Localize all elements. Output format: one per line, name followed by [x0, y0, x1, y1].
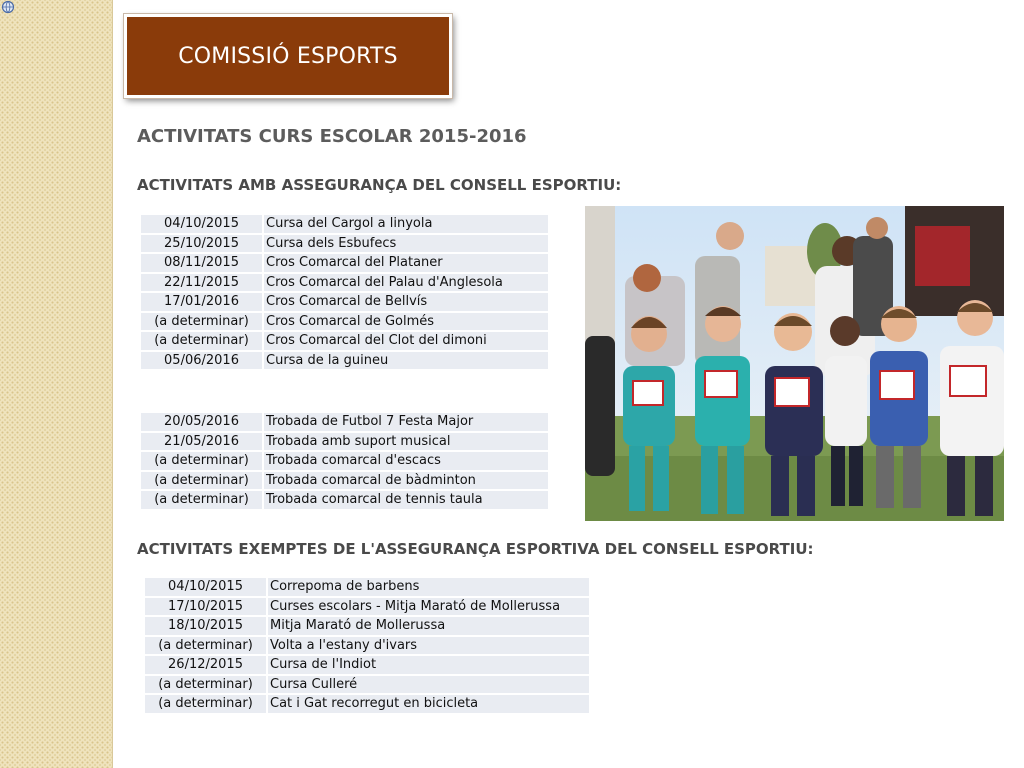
exempt-activities-table	[143, 576, 591, 715]
exempt-activities-heading: ACTIVITATS EXEMPTES DE L'ASSEGURANÇA ESPORTIVA DEL CONSELL ESPORTIU:	[137, 540, 814, 558]
title-banner	[124, 14, 452, 98]
table-row	[141, 215, 548, 233]
activity-date: 21/05/2016	[141, 433, 262, 451]
activity-name: Trobada comarcal de bàdminton	[264, 472, 548, 490]
table-row	[141, 413, 548, 431]
activity-date: 08/11/2015	[141, 254, 262, 272]
activity-name: Trobada amb suport musical	[264, 433, 548, 451]
table-row	[145, 656, 589, 674]
activity-date: 04/10/2015	[145, 578, 266, 596]
activity-date: 25/10/2015	[141, 235, 262, 253]
activity-date: 22/11/2015	[141, 274, 262, 292]
activity-date: (a determinar)	[145, 695, 266, 713]
activity-date: (a determinar)	[141, 332, 262, 350]
activity-date: (a determinar)	[141, 452, 262, 470]
activity-date: 17/01/2016	[141, 293, 262, 311]
activity-date: 17/10/2015	[145, 598, 266, 616]
activity-name: Trobada de Futbol 7 Festa Major	[264, 413, 548, 431]
activity-name: Cursa dels Esbufecs	[264, 235, 548, 253]
table-row	[141, 332, 548, 350]
activity-name: Volta a l'estany d'ivars	[268, 637, 589, 655]
activity-date: 18/10/2015	[145, 617, 266, 635]
activity-name: Cros Comarcal del Palau d'Anglesola	[264, 274, 548, 292]
activity-date: 26/12/2015	[145, 656, 266, 674]
activity-name: Cursa de la guineu	[264, 352, 548, 370]
activity-name: Cros Comarcal del Clot del dimoni	[264, 332, 548, 350]
decorative-side-band	[0, 0, 113, 768]
table-row	[145, 695, 589, 713]
activity-name: Cursa del Cargol a linyola	[264, 215, 548, 233]
page-title: COMISSIÓ ESPORTS	[178, 43, 398, 69]
activity-date: 20/05/2016	[141, 413, 262, 431]
table-row	[141, 352, 548, 370]
table-row	[145, 637, 589, 655]
insured-activities-heading: ACTIVITATS AMB ASSEGURANÇA DEL CONSELL ESPORTIU:	[137, 176, 622, 194]
activity-name: Cros Comarcal de Bellvís	[264, 293, 548, 311]
activity-name: Cursa de l'Indiot	[268, 656, 589, 674]
main-heading: ACTIVITATS CURS ESCOLAR 2015-2016	[137, 126, 527, 147]
table-row	[145, 676, 589, 694]
table-row	[145, 578, 589, 596]
table-row	[141, 433, 548, 451]
table-row	[141, 452, 548, 470]
activity-date: (a determinar)	[141, 491, 262, 509]
activity-date: (a determinar)	[141, 472, 262, 490]
activity-date: (a determinar)	[145, 637, 266, 655]
table-row	[141, 293, 548, 311]
table-row	[141, 235, 548, 253]
activity-date: 05/06/2016	[141, 352, 262, 370]
table-row	[141, 254, 548, 272]
activity-name: Trobada comarcal d'escacs	[264, 452, 548, 470]
table-row	[141, 472, 548, 490]
activity-date: (a determinar)	[145, 676, 266, 694]
activity-date: 04/10/2015	[141, 215, 262, 233]
activity-name: Trobada comarcal de tennis taula	[264, 491, 548, 509]
table-row	[141, 313, 548, 331]
activity-name: Mitja Marató de Mollerussa	[268, 617, 589, 635]
activity-name: Correpoma de barbens	[268, 578, 589, 596]
globe-icon	[1, 0, 15, 14]
activity-date: (a determinar)	[141, 313, 262, 331]
children-race-photo	[585, 206, 1004, 521]
activity-name: Cros Comarcal del Plataner	[264, 254, 548, 272]
insured-activities-table	[139, 213, 550, 371]
meetings-table	[139, 411, 550, 511]
activity-name: Cursa Culleré	[268, 676, 589, 694]
table-row	[145, 598, 589, 616]
table-row	[141, 274, 548, 292]
activity-name: Cros Comarcal de Golmés	[264, 313, 548, 331]
table-row	[141, 491, 548, 509]
activity-name: Cat i Gat recorregut en bicicleta	[268, 695, 589, 713]
table-row	[145, 617, 589, 635]
activity-name: Curses escolars - Mitja Marató de Mollerussa	[268, 598, 589, 616]
